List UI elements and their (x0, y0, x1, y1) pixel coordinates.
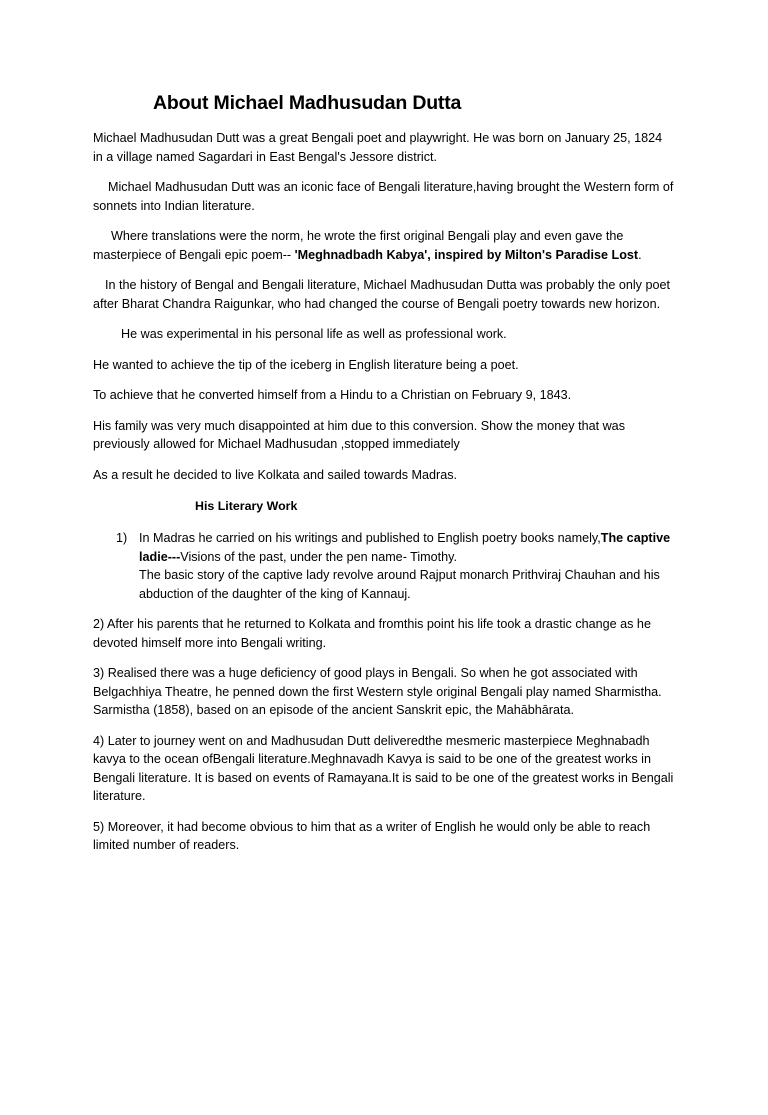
list-text: In Madras he carried on his writings and published to English poetry books namely, (139, 531, 601, 545)
point-5: 5) Moreover, it had become obvious to him that as a writer of English he would only be able to reach limited number of readers. (93, 819, 651, 852)
point-3: 3) Realised there was a huge deficiency of good plays in Bengali. So when he got associated with Belgachhiya Theatre, he penned down the first Western style original Bengali play named Sharmistha. Sarmistha (1858), based on an episode of the ancient Sanskrit epic, the Mahābhārata. (93, 666, 662, 717)
conversion-paragraph: To achieve that he converted himself from a Hindu to a Christian on February 9, 1843. (93, 388, 572, 402)
section-heading: His Literary Work (195, 499, 298, 513)
sonnets-paragraph: Michael Madhusudan Dutt was an iconic face of Bengali literature,having brought the Western form of sonnets into Indian literature. (93, 180, 674, 213)
iceberg-paragraph: He wanted to achieve the tip of the iceberg in English literature being a poet. (93, 357, 519, 372)
list-item (93, 529, 675, 603)
list-text-end: Visions of the past, under the pen name- Timothy. (180, 549, 458, 564)
document-page (0, 91, 768, 1115)
list-story: The basic story of the captive lady revolve around Rajput monarch Prithviraj Chauhan and his abduction of the daughter of the king of Kannauj. (139, 568, 660, 601)
page-title: About Michael Madhusudan Dutta (153, 92, 462, 114)
list-body (139, 529, 675, 603)
history-paragraph: In the history of Bengal and Bengali literature, Michael Madhusudan Dutta was probably the only poet after Bharat Chandra Raigunkar, who had changed the course of Bengali poetry towards new horizon. (93, 278, 670, 311)
point-2: 2) After his parents that he returned to Kolkata and fromthis point his life took a drastic change as he devoted himself more into Bengali writing. (93, 617, 651, 650)
epic-poem-paragraph (93, 227, 675, 264)
epic-poem-text: Where translations were the norm, he wrote the first original Bengali play and even gave the masterpiece of Bengali epic poem-- (93, 229, 624, 262)
intro-paragraph: Michael Madhusudan Dutt was a great Bengali poet and playwright. He was born on January 25, 1824 in a village named Sagardari in East Bengal's Jessore district. (93, 131, 663, 164)
epic-poem-end: . (638, 247, 642, 262)
experimental-paragraph: He was experimental in his personal life as well as professional work. (121, 327, 507, 341)
madras-paragraph: As a result he decided to live Kolkata and sailed towards Madras. (93, 467, 458, 482)
family-paragraph: His family was very much disappointed at him due to this conversion. Show the money that was previously allowed for Michael Madhusudan ,stopped immediately (93, 418, 625, 451)
epic-poem-title: 'Meghnadbadh Kabya', inspired by Milton's Paradise Lost (294, 247, 639, 262)
point-4: 4) Later to journey went on and Madhusudan Dutt deliveredthe mesmeric masterpiece Meghnabadh kavya to the ocean ofBengali literature.Meghnavadh Kavya is said to be one of the greatest works in Bengali literature. It is based on events of Ramayana.It is said to be one of the greatest works in Bengali literature. (93, 733, 674, 803)
list-number: 1) (116, 531, 128, 545)
book-title: The captive ladie--- (139, 531, 671, 564)
